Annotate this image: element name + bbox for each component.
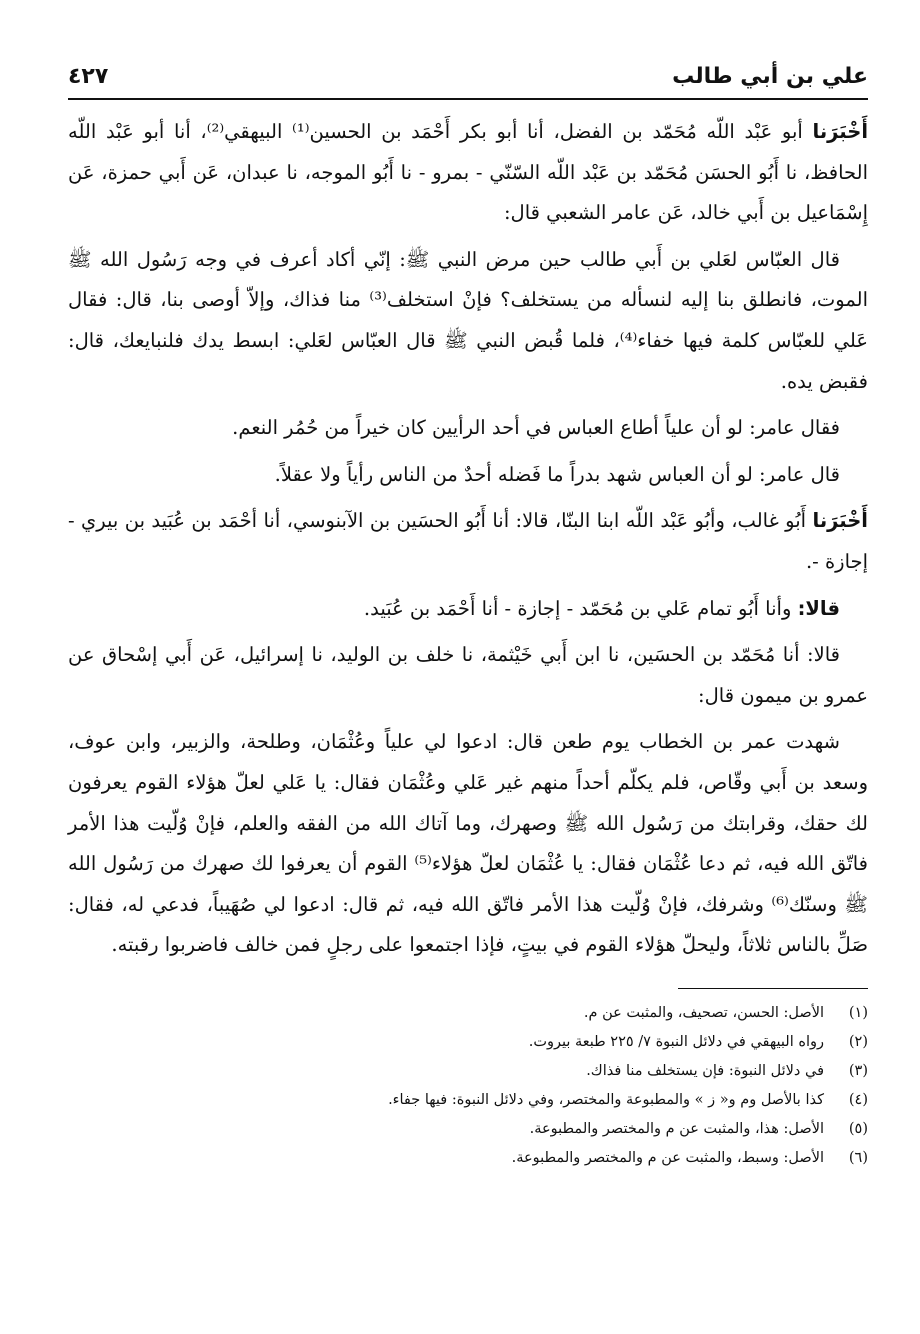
paragraph-amir-1 [68, 408, 868, 449]
footnote-list [68, 999, 868, 1173]
footnote-item [68, 1115, 868, 1144]
paragraph-text: فقال عامر: لو أن علياً أطاع العباس في أحد الرأيين كان خيراً من حُمُر النعم. [232, 416, 840, 440]
footnote-text: الأصل: الحسن، تصحيف، والمثبت عن م. [583, 1004, 824, 1021]
footnote-number: (٣) [848, 1062, 868, 1079]
footnote-text: رواه البيهقي في دلائل النبوة ٧/ ٢٢٥ طبعة بيروت. [528, 1033, 824, 1050]
paragraph-amir-2 [68, 455, 868, 496]
paragraph-text: قالا: أنا مُحَمّد بن الحسَين، نا ابن أَبي خَيْثمة، نا خلف بن الوليد، نا إسرائيل، عَن أَبي إسْحاق عن عمرو بن ميمون قال: [68, 643, 868, 707]
paragraph-umar-narration [68, 722, 868, 966]
footnote-item [68, 1144, 868, 1173]
paragraph-text: قال عامر: لو أن العباس شهد بدراً ما فَضله أحدٌ من الناس رأياً ولا عقلاً. [274, 462, 840, 486]
paragraph-isnad-4 [68, 635, 868, 716]
footnote-number: (٦) [848, 1149, 868, 1166]
main-text [68, 112, 868, 966]
footnote-text: في دلائل النبوة: فإن يستخلف منا فذاك. [586, 1062, 824, 1079]
paragraph-abbas-narration [68, 240, 868, 402]
footnote-text: الأصل: وسبط، والمثبت عن م والمختصر والمطبوعة. [511, 1149, 824, 1166]
paragraph-text: قال العبّاس لعَلي بن أَبي طالب حين مرض النبي ﷺ: إنّي أكاد أعرف في وجه رَسُول الله ﷺ الموت، فانطلق بنا إليه لنسأله من يستخلف؟ فإنْ استخلف⁽³⁾ منا فذاك، وإلاّ أوصى بنا، قال: فقال عَلي للعبّاس كلمة فيها خفاء⁽⁴⁾، فلما قُبض النبي ﷺ قال العبّاس لعَلي: ابسط يدك فلنبايعك، قال: فقبض يده. [68, 247, 869, 393]
footnote-text: الأصل: هذا، والمثبت عن م والمختصر والمطبوعة. [529, 1120, 824, 1137]
footnote-number: (٢) [848, 1033, 868, 1050]
footnote-number: (٥) [848, 1120, 868, 1137]
page-number: ٤٢٧ [68, 64, 109, 89]
footnote-text: كذا بالأصل وم و« ز » والمطبوعة والمختصر، وفي دلائل النبوة: فيها جفاء. [388, 1091, 824, 1108]
footnote-number: (١) [848, 1004, 868, 1021]
paragraph-text: شهدت عمر بن الخطاب يوم طعن قال: ادعوا لي علياً وعُثْمَان، وطلحة، والزبير، وابن عوف، وسعد بن أَبي وقّاص، فلم يكلّم أحداً منهم غير عَلي وعُثْمَان فقال: يا عَلي لعلّ هؤلاء القوم يعرفون لك حقك، وقرابتك من رَسُول الله ﷺ وصهرك، وما آتاك الله من الفقه والعلم، فإنْ وُلّيت هذا الأمر فاتّق الله فيه، ثم دعا عُثْمَان فقال: يا عُثْمَان لعلّ هؤلاء⁽⁵⁾ القوم أن يعرفوا لك صهرك من رَسُول الله ﷺ وسنّك⁽⁶⁾ وشرفك، فإنْ وُلّيت هذا الأمر فاتّق الله فيه، ثم قال: ادعوا لي صُهَيباً، فدعي له، فقال: صَلِّ بالناس ثلاثاً، وليحلّ هؤلاء القوم في بيتٍ، فإذا اجتمعوا على رجلٍ فمن خالف فاضربوا رقبته. [68, 730, 868, 957]
footnote-item [68, 999, 868, 1028]
paragraph-lead: قالا: [797, 596, 840, 620]
footnote-item [68, 1057, 868, 1086]
paragraph-isnad-3 [68, 589, 868, 630]
paragraph-text: وأنا أَبُو تمام عَلي بن مُحَمّد - إجازة - أنا أَحْمَد بن عُبَيد. [363, 596, 798, 620]
footnote-item [68, 1028, 868, 1057]
footnote-separator [678, 988, 868, 989]
paragraph-lead: أَخْبَرَنا [812, 120, 869, 143]
paragraph-text: أبو عَبْد اللّه مُحَمّد بن الفضل، أنا أبو بكر أَحْمَد بن الحسين⁽¹⁾ البيهقي⁽²⁾، أنا أبو عَبْد اللّه الحافظ، نا أَبُو الحسَن مُحَمّد بن عَبْد اللّه السّنّي - بمرو - نا أَبُو الموجه، نا عبدان، عَن أَبي حمزة، عَن إِسْمَاعيل بن أَبي خالد، عَن عامر الشعبي قال: [68, 120, 868, 225]
page-header [68, 60, 868, 100]
footnotes-section [68, 988, 868, 1173]
book-page [68, 60, 868, 1173]
running-title: علي بن أبي طالب [672, 64, 868, 89]
paragraph-lead: أَخْبَرَنا [812, 509, 868, 533]
footnote-number: (٤) [848, 1091, 868, 1108]
paragraph-isnad-1 [68, 112, 868, 234]
paragraph-isnad-2 [68, 501, 868, 582]
footnote-item [68, 1086, 868, 1115]
paragraph-text: أَبُو غالب، وأبُو عَبْد اللّه ابنا البنّا، قالا: أنا أَبُو الحسَين بن الآبنوسي، أنا أحْمَد بن عُبَيد بن بيري - إجازة -. [68, 509, 868, 573]
